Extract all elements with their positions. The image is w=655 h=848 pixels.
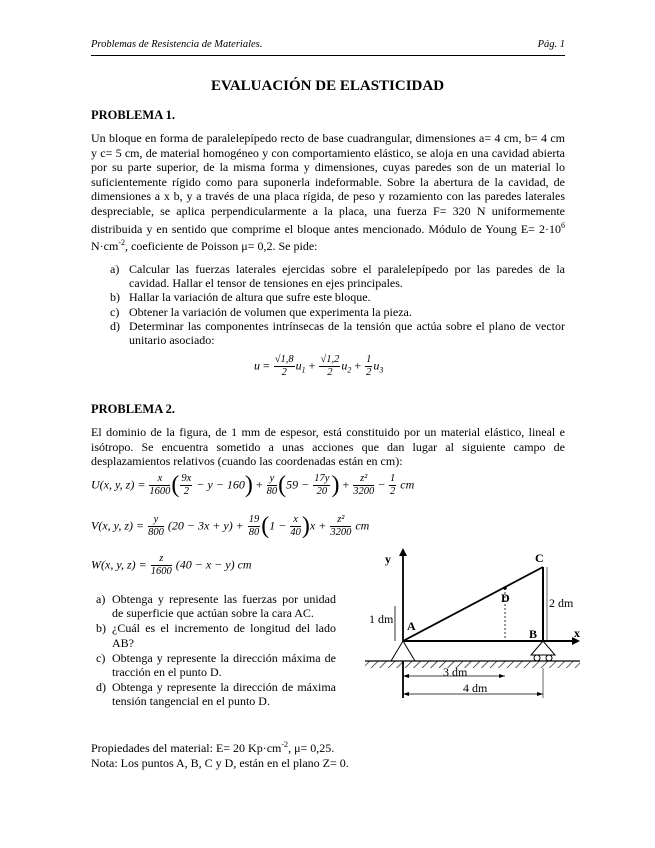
dim-3dm-label: 3 dm: [443, 665, 468, 679]
roller-support-b: [531, 641, 555, 655]
problem1-questions: [110, 262, 565, 347]
point-a-label: A: [407, 619, 416, 633]
dim-1dm-label: 1 dm: [369, 612, 394, 626]
side-ac: [403, 567, 543, 641]
unit-vector-equation: u = $\frac{√1,8}{2}$ $u_1$ + $\frac{√1,2}{2}$ $u_2$ + $\frac{1}{2}$ $u_3$: [254, 354, 384, 378]
problem2-heading: PROBLEMA 2.: [91, 402, 176, 416]
point-d: [503, 586, 507, 590]
list-item: d) Determinar las componentes intrínsecas de la tensión que actúa sobre el plano de vector unitario asociado:: [110, 318, 565, 348]
material-properties: Propiedades del material: E= 20 $Kp\cdot cm^{-2}$, μ= 0,25. Nota: Los puntos A, B, C y D, están en el plano Z= 0.: [91, 740, 349, 770]
page-number: Pág. 1: [537, 39, 565, 50]
list-item: a) Obtenga y represente las fuerzas por unidad de superficie que actúan sobre la cara AC.: [96, 592, 336, 621]
problem1-statement: Un bloque en forma de paralelepípedo recto de base cuadrangular, dimensiones a= 4 cm, b= 4 cm y c= 5 cm, de material homogéneo y con comportamiento elástico, se aloja en una cavidad abierta por su parte superior, de la misma forma y dimensiones, cuyas paredes son de un material lo suficientemente rígido como para suponerla indeformable. Sobre la abertura de la cavidad, de dimensiones a x b, y a través de una placa rígida, de peso y rozamiento con las paredes laterales despreciable, se aplica perpendicularmente a la placa, una fuerza F= 320 N uniformemente distribuida y en sentido que comprime el bloque antes mencionado. Módulo de Young $E= 2\cdot 10^6$ $N\cdot cm^{-2}$, coeficiente de Poisson μ= 0,2. Se pide:: [91, 131, 565, 254]
page-header: [91, 39, 565, 50]
y-axis-arrow: [399, 548, 407, 556]
point-b-label: B: [529, 627, 538, 641]
list-item: c) Obtenga y represente la dirección máxima de tracción en el punto D.: [96, 650, 336, 680]
problem2-intro: El dominio de la figura, de 1 mm de espesor, está constituido por un material elástico, lineal e isótropo. Se encuentra sometido a unas acciones que dan lugar al siguiente campo de desplazamientos relativos (cuando las coordenadas están en cm):: [91, 425, 565, 469]
header-divider: [91, 55, 565, 56]
problem2-questions: [96, 592, 336, 710]
roller-wheel: [534, 655, 540, 661]
dim-2dm-label: 2 dm: [549, 596, 574, 610]
displacement-equation-w: W(x, y, z) = $\frac{z}{1600}$ (40 − x − y) cm: [91, 553, 252, 577]
list-item: a) Calcular las fuerzas laterales ejercidas sobre el paralelepípedo por las paredes de la cavidad. Hallar el tensor de tensiones en ejes principales.: [110, 262, 565, 291]
displacement-equation-v: V(x, y, z) = $\frac{y}{800}$ (20 − 3x + y) + $\frac{19}{80}$ (1 − $\frac{x}{40}$ )x + $\frac{\text{z²}}{3200}$ cm: [91, 513, 370, 539]
dim-4dm-label: 4 dm: [463, 681, 488, 695]
list-item: c) Obtener la variación de volumen que experimenta la pieza.: [110, 304, 412, 319]
list-item: b) ¿Cuál es el incremento de longitud del lado AB?: [96, 621, 336, 650]
point-d-label: D: [501, 591, 510, 605]
displacement-equation-u: U(x, y, z) = $\frac{x}{1600}$ ( $\frac{9x}{2}$ − y − 160) + $\frac{y}{80}$ (59 − $\frac{17y}{20}$ ) + $\frac{\text{z²}}{3200}$ − $\frac{1}{2}$ cm: [91, 472, 415, 498]
ground-hatch: [365, 661, 580, 668]
pin-support-a: [391, 641, 415, 661]
dim-arrow: [499, 674, 505, 678]
note: Nota: Los puntos A, B, C y D, están en el plano Z= 0.: [91, 755, 349, 770]
dim-arrow: [537, 692, 543, 696]
header-title: Problemas de Resistencia de Materiales.: [91, 39, 263, 50]
x-axis-label: x: [574, 626, 580, 640]
point-c-label: C: [535, 551, 544, 565]
y-axis-label: y: [385, 552, 391, 566]
list-item: b) Hallar la variación de altura que sufre este bloque.: [110, 290, 371, 305]
list-item: d) Obtenga y represente la dirección de máxima tensión tangencial en el punto D.: [96, 680, 336, 709]
roller-wheel: [546, 655, 552, 661]
structure-figure: [355, 548, 590, 708]
problem1-heading: PROBLEMA 1.: [91, 108, 176, 122]
document-title: EVALUACIÓN DE ELASTICIDAD: [210, 78, 445, 94]
